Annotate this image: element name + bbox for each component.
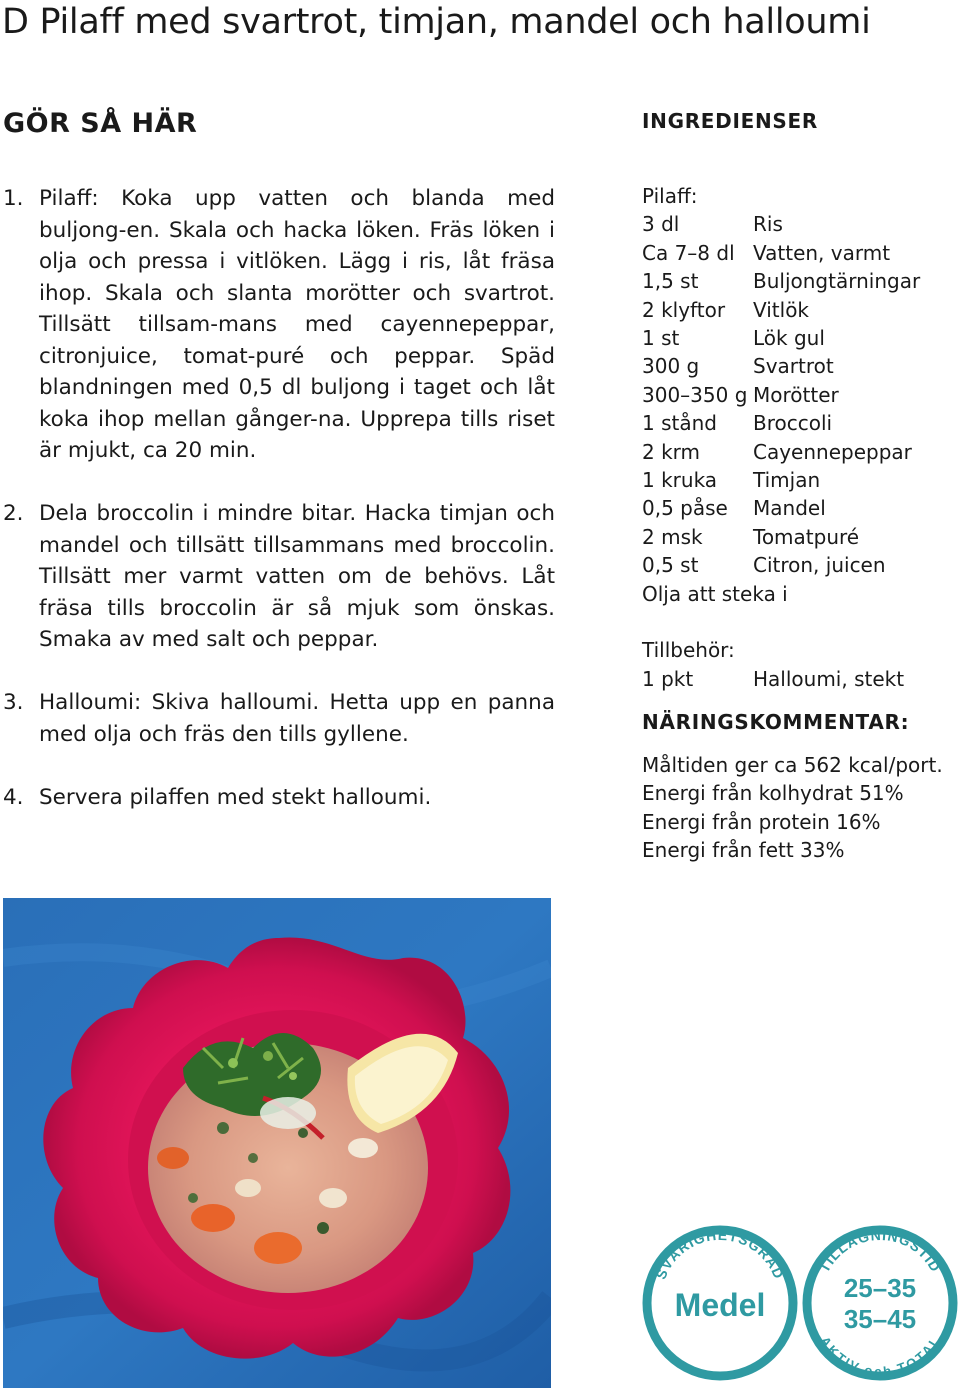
step-2 (3, 498, 555, 656)
ingredient-name: Timjan (753, 468, 821, 493)
ingredient-qty: Ca 7–8 dl (642, 240, 735, 265)
ingredient-qty: 1 st (642, 326, 680, 351)
ingredient-name: Mandel (753, 496, 826, 521)
ingredient-qty: 1 stånd (642, 411, 717, 436)
nutrition-line: Måltiden ger ca 562 kcal/port. (642, 752, 943, 777)
ingredient-row (642, 494, 958, 522)
step-number: 1. (3, 186, 24, 211)
ingredient-qty: 1 kruka (642, 468, 718, 493)
instructions-heading: GÖR SÅ HÄR (3, 108, 198, 139)
accessory-row (642, 665, 958, 693)
ingredient-name: Tomatpuré (753, 524, 860, 549)
recipe-badges (640, 1220, 960, 1390)
difficulty-badge (647, 1227, 793, 1376)
ingredient-name: Vatten, varmt (753, 240, 891, 265)
ingredient-name: Lök gul (753, 326, 825, 351)
time-arc-top-text: TILLAGNINGSTID (815, 1226, 945, 1276)
difficulty-arc-text: SVÅRIGHETSGRAD (652, 1226, 788, 1282)
cooking-time-badge (807, 1227, 953, 1379)
step-text: Halloumi: Skiva halloumi. Hetta upp en panna med olja och fräs den tills gyllene. (39, 690, 555, 747)
step-text: Pilaff: Koka upp vatten och blanda med buljong-en. Skala och hacka löken. Fräs löken i olja och pressa i vitlöken. Lägg i ris, låt fräsa ihop. Skala och slanta morötter och svartrot. Tillsätt tillsam-mans med cayennepeppar, citronjuice, tomat-puré och peppar. Späd blandningen med 0,5 dl buljong i taget och låt koka ihop mellan gånger-na. Upprepa tills riset är mjukt, ca 20 min. (39, 186, 555, 463)
ingredient-qty: 0,5 st (642, 553, 699, 578)
pilaff-ingredient-list (642, 210, 958, 579)
svg-text:SVÅRIGHETSGRAD (652, 1227, 787, 1282)
time-total: 35–45 (843, 1304, 917, 1334)
ingredient-qty: 1 pkt (642, 666, 694, 691)
ingredients-column (642, 104, 958, 865)
dish-photo (3, 898, 551, 1388)
ingredient-name: Svartrot (753, 354, 834, 379)
step-text: Dela broccolin i mindre bitar. Hacka timjan och mandel och tillsätt tillsammans med broccolin. Tillsätt mer varmt vatten om de behövs. Låt fräsa tills broccolin är så mjuk som önskas. Smaka av med salt och peppar. (39, 501, 555, 652)
pilaff-dish-photo-icon (3, 898, 551, 1388)
nutrition-line: Energi från protein 16% (642, 809, 881, 834)
ingredient-row (642, 267, 958, 295)
nutrition-line: Energi från kolhydrat 51% (642, 781, 904, 806)
ingredient-row (642, 239, 958, 267)
svg-text:TILLAGNINGSTID (816, 1227, 944, 1275)
ingredient-row (642, 352, 958, 380)
ingredient-name: Citron, juicen (753, 553, 886, 578)
ingredient-name: Buljongtärningar (753, 269, 921, 294)
ingredient-name: Vitlök (753, 297, 810, 322)
nutrition-heading: NÄRINGSKOMMENTAR: (642, 709, 910, 734)
ingredient-qty: 2 msk (642, 524, 703, 549)
ingredient-row (642, 523, 958, 551)
ingredient-qty: 300 g (642, 354, 700, 379)
ingredient-qty: 300–350 g (642, 382, 748, 407)
ingredient-name: Broccoli (753, 411, 833, 436)
accessories-label: Tillbehör: (642, 638, 735, 663)
ingredient-qty: 2 krm (642, 439, 701, 464)
ingredient-row (642, 466, 958, 494)
ingredient-name: Ris (753, 212, 783, 237)
time-arc-bottom-text: AKTIV och TOTAL (817, 1333, 943, 1379)
nutrition-line: Energi från fett 33% (642, 838, 845, 863)
step-number: 4. (3, 784, 24, 810)
pilaff-label: Pilaff: (642, 184, 698, 208)
ingredient-qty: 1,5 st (642, 269, 699, 294)
ingredient-row (642, 296, 958, 324)
step-number: 2. (3, 501, 24, 526)
ingredient-qty: 2 klyftor (642, 297, 726, 322)
step-3 (3, 687, 555, 750)
step-text: Servera pilaffen med stekt halloumi. (39, 784, 432, 810)
ingredient-name: Halloumi, stekt (753, 666, 905, 691)
step-number: 3. (3, 690, 24, 715)
ingredients-heading: INGREDIENSER (642, 109, 818, 133)
time-active: 25–35 (843, 1273, 917, 1303)
ingredient-qty: 0,5 påse (642, 496, 728, 521)
step-4 (3, 782, 555, 814)
ingredient-row (642, 381, 958, 409)
difficulty-value: Medel (674, 1287, 766, 1323)
page-title: D Pilaff med svartrot, timjan, mandel och halloumi (2, 2, 871, 42)
ingredient-row (642, 438, 958, 466)
ingredient-row (642, 210, 958, 238)
ingredient-row (642, 409, 958, 437)
badges-svg (640, 1220, 960, 1390)
ingredient-name: Cayennepeppar (753, 439, 912, 464)
ingredient-row (642, 324, 958, 352)
step-1 (3, 183, 555, 467)
ingredient-row (642, 551, 958, 579)
ingredient-name: Morötter (753, 382, 839, 407)
instruction-steps (3, 183, 555, 845)
ingredient-qty: 3 dl (642, 212, 680, 237)
oil-line: Olja att steka i (642, 581, 788, 606)
